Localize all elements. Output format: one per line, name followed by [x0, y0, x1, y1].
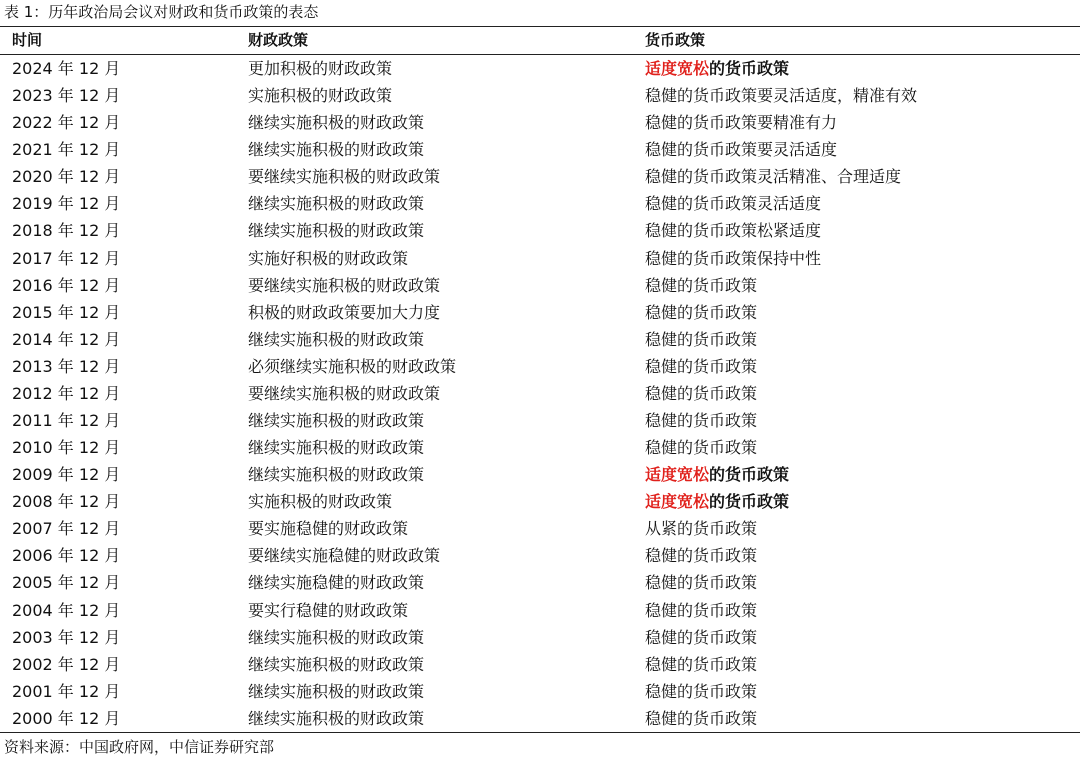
cell-fiscal-policy: 实施积极的财政政策	[248, 492, 393, 512]
monetary-text: 稳健的货币政策	[645, 275, 758, 295]
cell-monetary-policy	[645, 245, 1075, 272]
cell-time: 2005 年 12 月	[12, 573, 121, 593]
table-row	[0, 678, 1080, 705]
table-row	[0, 407, 1080, 434]
table-row	[0, 217, 1080, 244]
cell-monetary-policy	[645, 678, 1075, 705]
cell-monetary-policy	[645, 461, 1075, 488]
table-row	[0, 434, 1080, 461]
monetary-text: 稳健的货币政策要灵活适度	[645, 140, 838, 160]
table-header-row	[0, 27, 1080, 55]
cell-time: 2007 年 12 月	[12, 519, 121, 539]
table-row	[0, 272, 1080, 299]
monetary-text: 的货币政策	[709, 465, 790, 485]
cell-fiscal-policy: 继续实施积极的财政政策	[248, 140, 425, 160]
cell-time: 2020 年 12 月	[12, 167, 121, 187]
cell-fiscal-policy: 继续实施积极的财政政策	[248, 411, 425, 431]
cell-monetary-policy	[645, 434, 1075, 461]
cell-fiscal-policy: 要实行稳健的财政政策	[248, 600, 409, 620]
monetary-text: 稳健的货币政策灵活精准、合理适度	[645, 167, 902, 187]
cell-fiscal-policy: 要实施稳健的财政政策	[248, 519, 409, 539]
table-row	[0, 597, 1080, 624]
monetary-text: 稳健的货币政策	[645, 302, 758, 322]
cell-monetary-policy	[645, 299, 1075, 326]
cell-time: 2018 年 12 月	[12, 221, 121, 241]
cell-monetary-policy	[645, 542, 1075, 569]
cell-time: 2000 年 12 月	[12, 708, 121, 728]
table-row	[0, 461, 1080, 488]
cell-time: 2012 年 12 月	[12, 383, 121, 403]
cell-fiscal-policy: 继续实施积极的财政政策	[248, 654, 425, 674]
cell-monetary-policy	[645, 515, 1075, 542]
cell-time: 2008 年 12 月	[12, 492, 121, 512]
monetary-highlight-text: 适度宽松	[645, 465, 710, 485]
cell-monetary-policy	[645, 55, 1075, 82]
cell-monetary-policy	[645, 163, 1075, 190]
monetary-text: 稳健的货币政策	[645, 438, 758, 458]
cell-time: 2014 年 12 月	[12, 329, 121, 349]
cell-time: 2004 年 12 月	[12, 600, 121, 620]
monetary-text: 从紧的货币政策	[645, 519, 758, 539]
cell-monetary-policy	[645, 136, 1075, 163]
table-row	[0, 109, 1080, 136]
cell-time: 2002 年 12 月	[12, 654, 121, 674]
table-row	[0, 515, 1080, 542]
cell-time: 2001 年 12 月	[12, 681, 121, 701]
monetary-text: 稳健的货币政策	[645, 383, 758, 403]
cell-monetary-policy	[645, 353, 1075, 380]
monetary-text: 稳健的货币政策要灵活适度，精准有效	[645, 86, 918, 106]
cell-monetary-policy	[645, 190, 1075, 217]
table-row	[0, 55, 1080, 82]
cell-fiscal-policy: 继续实施积极的财政政策	[248, 438, 425, 458]
table-row	[0, 82, 1080, 109]
cell-monetary-policy	[645, 326, 1075, 353]
table-row	[0, 569, 1080, 596]
cell-fiscal-policy: 必须继续实施积极的财政政策	[248, 356, 457, 376]
cell-monetary-policy	[645, 82, 1075, 109]
cell-time: 2013 年 12 月	[12, 356, 121, 376]
cell-time: 2022 年 12 月	[12, 113, 121, 133]
header-monetary-policy: 货币政策	[645, 31, 706, 49]
cell-fiscal-policy: 继续实施积极的财政政策	[248, 329, 425, 349]
cell-time: 2019 年 12 月	[12, 194, 121, 214]
monetary-text: 稳健的货币政策	[645, 654, 758, 674]
cell-fiscal-policy: 要继续实施积极的财政政策	[248, 275, 441, 295]
table-row	[0, 651, 1080, 678]
cell-time: 2021 年 12 月	[12, 140, 121, 160]
monetary-text: 稳健的货币政策	[645, 546, 758, 566]
table-row	[0, 190, 1080, 217]
table-row	[0, 380, 1080, 407]
cell-fiscal-policy: 实施积极的财政政策	[248, 86, 393, 106]
cell-time: 2003 年 12 月	[12, 627, 121, 647]
cell-monetary-policy	[645, 651, 1075, 678]
header-time: 时间	[12, 31, 43, 49]
cell-monetary-policy	[645, 569, 1075, 596]
cell-monetary-policy	[645, 597, 1075, 624]
cell-monetary-policy	[645, 217, 1075, 244]
monetary-text: 稳健的货币政策	[645, 708, 758, 728]
monetary-text: 的货币政策	[709, 59, 790, 78]
table-caption: 表 1：历年政治局会议对财政和货币政策的表态	[4, 3, 319, 21]
monetary-highlight-text: 适度宽松	[645, 492, 710, 512]
table-row	[0, 624, 1080, 651]
cell-fiscal-policy: 继续实施积极的财政政策	[248, 221, 425, 241]
cell-monetary-policy	[645, 109, 1075, 136]
cell-monetary-policy	[645, 407, 1075, 434]
cell-fiscal-policy: 要继续实施稳健的财政政策	[248, 546, 441, 566]
monetary-text: 稳健的货币政策保持中性	[645, 248, 822, 268]
cell-monetary-policy	[645, 624, 1075, 651]
monetary-text: 的货币政策	[709, 492, 790, 512]
cell-fiscal-policy: 继续实施积极的财政政策	[248, 627, 425, 647]
cell-time: 2009 年 12 月	[12, 465, 121, 485]
cell-fiscal-policy: 要继续实施积极的财政政策	[248, 167, 441, 187]
table-row	[0, 326, 1080, 353]
monetary-text: 稳健的货币政策	[645, 600, 758, 620]
monetary-text: 稳健的货币政策要精准有力	[645, 113, 838, 133]
cell-monetary-policy	[645, 488, 1075, 515]
cell-fiscal-policy: 实施好积极的财政政策	[248, 248, 409, 268]
table-row	[0, 353, 1080, 380]
monetary-text: 稳健的货币政策	[645, 411, 758, 431]
cell-fiscal-policy: 继续实施积极的财政政策	[248, 465, 425, 485]
monetary-text: 稳健的货币政策灵活适度	[645, 194, 822, 214]
monetary-text: 稳健的货币政策	[645, 329, 758, 349]
cell-time: 2016 年 12 月	[12, 275, 121, 295]
cell-time: 2015 年 12 月	[12, 302, 121, 322]
cell-fiscal-policy: 继续实施稳健的财政政策	[248, 573, 425, 593]
cell-time: 2010 年 12 月	[12, 438, 121, 458]
monetary-text: 稳健的货币政策松紧适度	[645, 221, 822, 241]
table-row	[0, 299, 1080, 326]
monetary-text: 稳健的货币政策	[645, 681, 758, 701]
cell-fiscal-policy: 继续实施积极的财政政策	[248, 113, 425, 133]
cell-monetary-policy	[645, 380, 1075, 407]
cell-monetary-policy	[645, 272, 1075, 299]
cell-fiscal-policy: 积极的财政政策要加大力度	[248, 302, 441, 322]
cell-time: 2011 年 12 月	[12, 411, 121, 431]
table-body	[0, 55, 1080, 732]
monetary-text: 稳健的货币政策	[645, 573, 758, 593]
table-row	[0, 542, 1080, 569]
cell-fiscal-policy: 继续实施积极的财政政策	[248, 194, 425, 214]
table-row	[0, 488, 1080, 515]
header-fiscal-policy: 财政政策	[248, 31, 309, 49]
cell-fiscal-policy: 继续实施积极的财政政策	[248, 708, 425, 728]
cell-monetary-policy	[645, 705, 1075, 732]
table-row	[0, 163, 1080, 190]
cell-time: 2023 年 12 月	[12, 86, 121, 106]
table-row	[0, 136, 1080, 163]
table-row	[0, 705, 1080, 732]
cell-fiscal-policy: 更加积极的财政政策	[248, 59, 393, 78]
cell-fiscal-policy: 继续实施积极的财政政策	[248, 681, 425, 701]
policy-table	[0, 26, 1080, 733]
cell-time: 2024 年 12 月	[12, 59, 121, 78]
monetary-highlight-text: 适度宽松	[645, 59, 710, 78]
table-row	[0, 245, 1080, 272]
monetary-text: 稳健的货币政策	[645, 356, 758, 376]
cell-time: 2006 年 12 月	[12, 546, 121, 566]
cell-fiscal-policy: 要继续实施积极的财政政策	[248, 383, 441, 403]
source-note: 资料来源：中国政府网，中信证券研究部	[4, 738, 275, 756]
cell-time: 2017 年 12 月	[12, 248, 121, 268]
monetary-text: 稳健的货币政策	[645, 627, 758, 647]
